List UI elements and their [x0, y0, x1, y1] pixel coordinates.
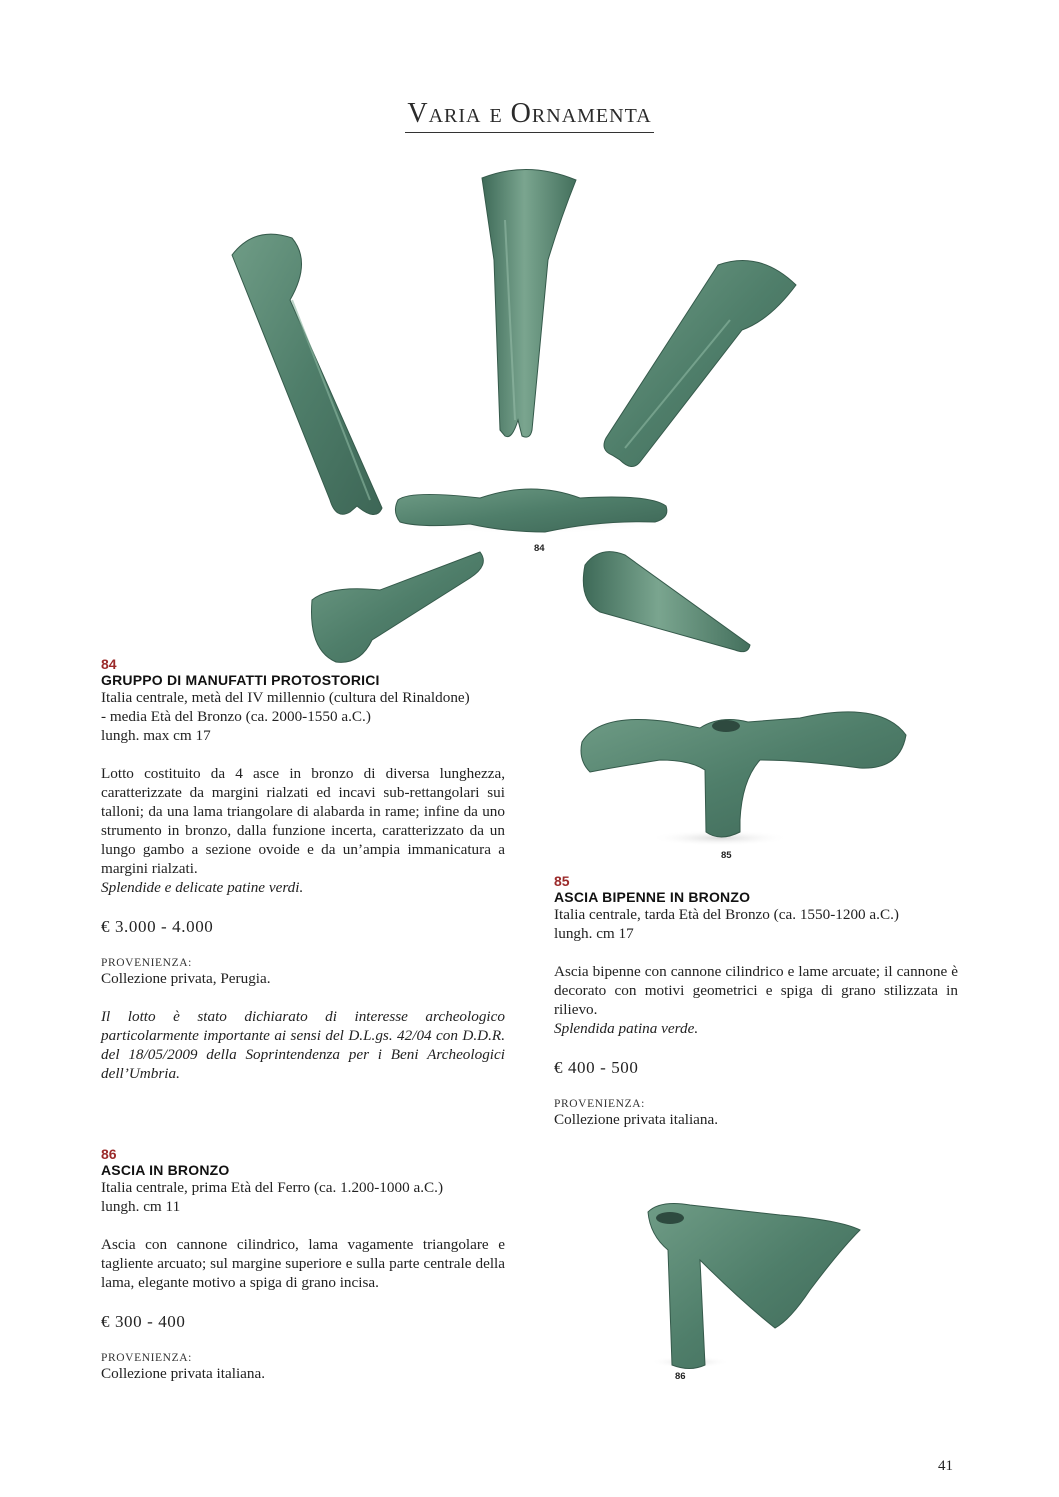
lot-price: € 400 - 500 — [554, 1058, 639, 1077]
legal-note: Il lotto è stato dichiarato di interesse archeologico particolarmente importante ai sensi del D.L.gs. 42/04 con D.D.R. del 18/05/2009 della Soprintendenza per i Beni Archeologici dell’Umbria. — [101, 1008, 505, 1082]
lot-description: Ascia con cannone cilindrico, lama vagamente triangolare e tagliente arcuato; sul margine superiore e sulla parte centrale della lama, elegante motivo a spiga di grano incisa. — [101, 1236, 505, 1291]
lot-dimensions: lungh. cm 11 — [101, 1198, 181, 1215]
lot-86-photo-caption: 86 — [675, 1371, 686, 1382]
lot-origin-line2: - media Età del Bronzo (ca. 2000-1550 a.C.) — [101, 708, 371, 725]
lot-origin-line1: Italia centrale, tarda Età del Bronzo (ca. 1550-1200 a.C.) — [554, 906, 899, 923]
lot-title: ASCIA IN BRONZO — [101, 1162, 230, 1178]
lot-description: Lotto costituito da 4 asce in bronzo di diversa lunghezza, caratterizzate da margini rialzati ed incavi sub-rettangolari sui talloni; da una lama triangolare di alabarda in rame; infine da uno strumento in bronzo, dalla funzione incerta, caratterizzato da un lungo gambo a sezione ovoide e da un’ampia immanicatura a margini rialzati. — [101, 765, 505, 877]
provenance-label: PROVENIENZA: — [101, 1352, 192, 1364]
lot-description: Ascia bipenne con cannone cilindrico e lame arcuate; il cannone è decorato con motivi geometrici e spiga di grano stilizzata in rilievo. — [554, 963, 958, 1018]
lot-86-entry — [101, 1146, 505, 1383]
provenance-value: Collezione privata italiana. — [101, 1365, 266, 1382]
lot-number: 85 — [554, 873, 570, 889]
lot-title: GRUPPO DI MANUFATTI PROTOSTORICI — [101, 672, 380, 688]
lot-dimensions: lungh. max cm 17 — [101, 727, 211, 744]
provenance-label: PROVENIENZA: — [554, 1098, 645, 1110]
lot-origin-line1: Italia centrale, prima Età del Ferro (ca. 1.200-1000 a.C.) — [101, 1179, 444, 1196]
provenance-value: Collezione privata italiana. — [554, 1111, 719, 1128]
lot-number: 84 — [101, 656, 117, 672]
lot-number: 86 — [101, 1146, 117, 1162]
lot-price: € 3.000 - 4.000 — [101, 917, 214, 936]
lot-note: Splendide e delicate patine verdi. — [101, 879, 304, 896]
lot-price: € 300 - 400 — [101, 1312, 186, 1331]
lot-dimensions: lungh. cm 17 — [554, 925, 634, 942]
lot-note: Splendida patina verde. — [554, 1020, 699, 1037]
provenance-value: Collezione privata, Perugia. — [101, 970, 271, 987]
page-number: 41 — [938, 1458, 953, 1474]
lot-origin-line1: Italia centrale, metà del IV millennio (cultura del Rinaldone) — [101, 689, 470, 706]
lot-84-entry — [101, 656, 505, 1083]
page-title: Varia e Ornamenta — [0, 98, 1059, 130]
lot-85-photo-caption: 85 — [721, 850, 732, 861]
lot-title: ASCIA BIPENNE IN BRONZO — [554, 889, 751, 905]
provenance-label: PROVENIENZA: — [101, 957, 192, 969]
lot-85-entry — [554, 873, 958, 1129]
lot-84-photo-caption: 84 — [534, 543, 545, 554]
